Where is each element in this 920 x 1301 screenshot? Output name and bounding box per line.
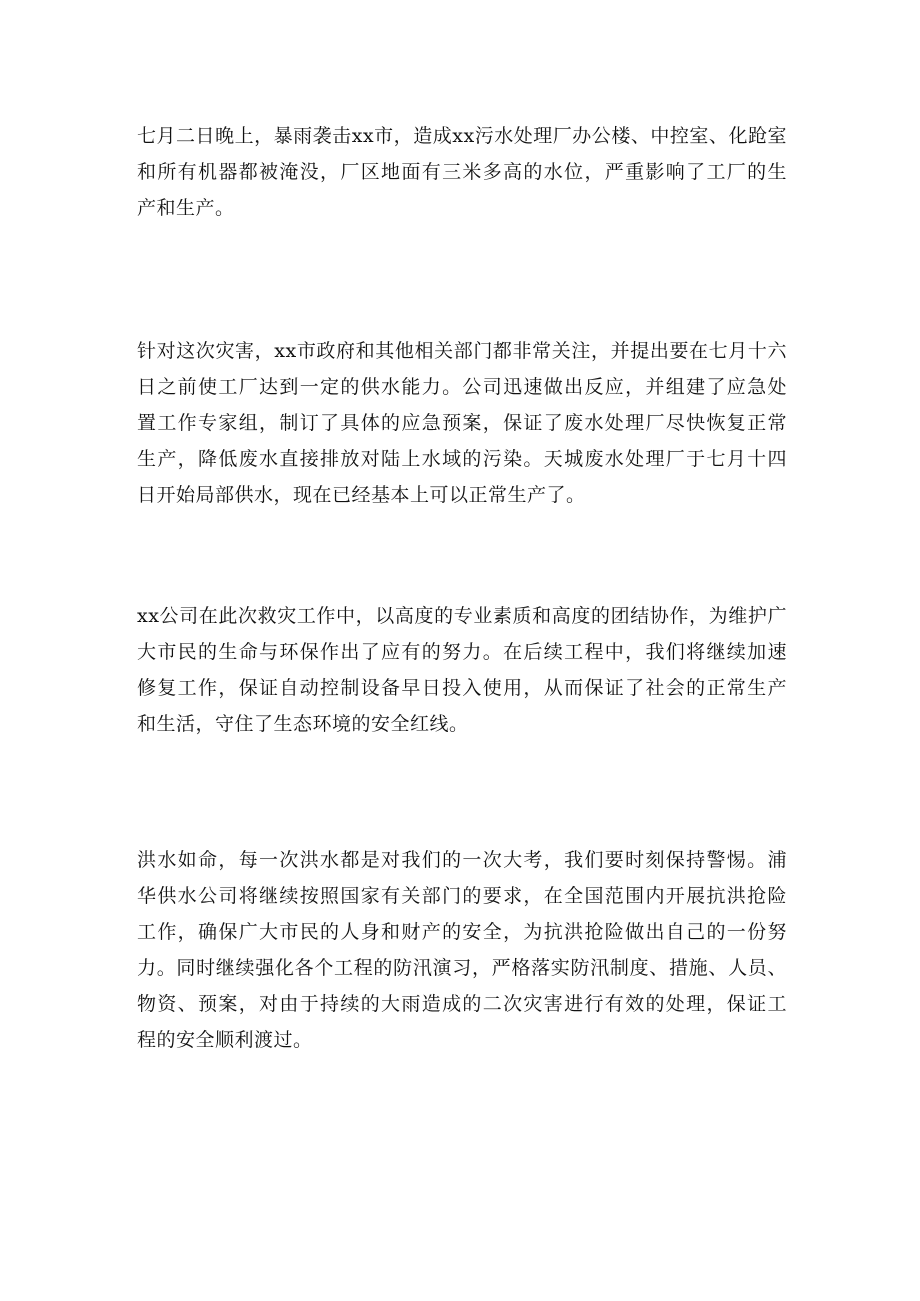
text-line: 置工作专家组，制订了具体的应急预案，保证了废水处理厂尽快恢复正常 [137,412,787,434]
text-line: 和所有机器都被淹没，厂区地面有三米多高的水位，严重影响了工厂的生 [137,161,787,183]
text-line: 针对这次灾害，xx市政府和其他相关部门都非常关注，并提出要在七月十六 [137,340,787,362]
text-line: 和生活，守住了生态环境的安全红线。 [137,713,469,735]
paragraph-company-effort [137,598,787,742]
text-line: 日之前使工厂达到一定的供水能力。公司迅速做出反应，并组建了应急处 [137,376,787,398]
text-line: 程的安全顺利渡过。 [137,1029,313,1051]
text-line: 洪水如命，每一次洪水都是对我们的一次大考，我们要时刻保持警惕。浦 [137,849,787,871]
text-line: 产和生产。 [137,197,235,219]
text-line: 力。同时继续强化各个工程的防汛演习，严格落实防汛制度、措施、人员、 [137,957,787,979]
text-line: xx公司在此次救灾工作中，以高度的专业素质和高度的团结协作，为维护广 [137,605,787,627]
text-line: 华供水公司将继续按照国家有关部门的要求，在全国范围内开展抗洪抢险 [137,885,787,907]
paragraph-flood-prevention [137,842,787,1058]
text-line: 大市民的生命与环保作出了应有的努力。在后续工程中，我们将继续加速 [137,641,787,663]
text-line: 修复工作，保证自动控制设备早日投入使用，从而保证了社会的正常生产 [137,677,787,699]
text-line: 物资、预案，对由于持续的大雨造成的二次灾害进行有效的处理，保证工 [137,993,787,1015]
paragraph-response [137,333,787,513]
text-line: 七月二日晚上，暴雨袭击xx市，造成xx污水处理厂办公楼、中控室、化跄室 [137,125,787,147]
paragraph-flood-event [137,118,787,226]
text-line: 工作，确保广大市民的人身和财产的安全，为抗洪抢险做出自己的一份努 [137,921,787,943]
text-line: 日开始局部供水，现在已经基本上可以正常生产了。 [137,484,586,506]
text-line: 生产，降低废水直接排放对陆上水域的污染。天城废水处理厂于七月十四 [137,448,787,470]
